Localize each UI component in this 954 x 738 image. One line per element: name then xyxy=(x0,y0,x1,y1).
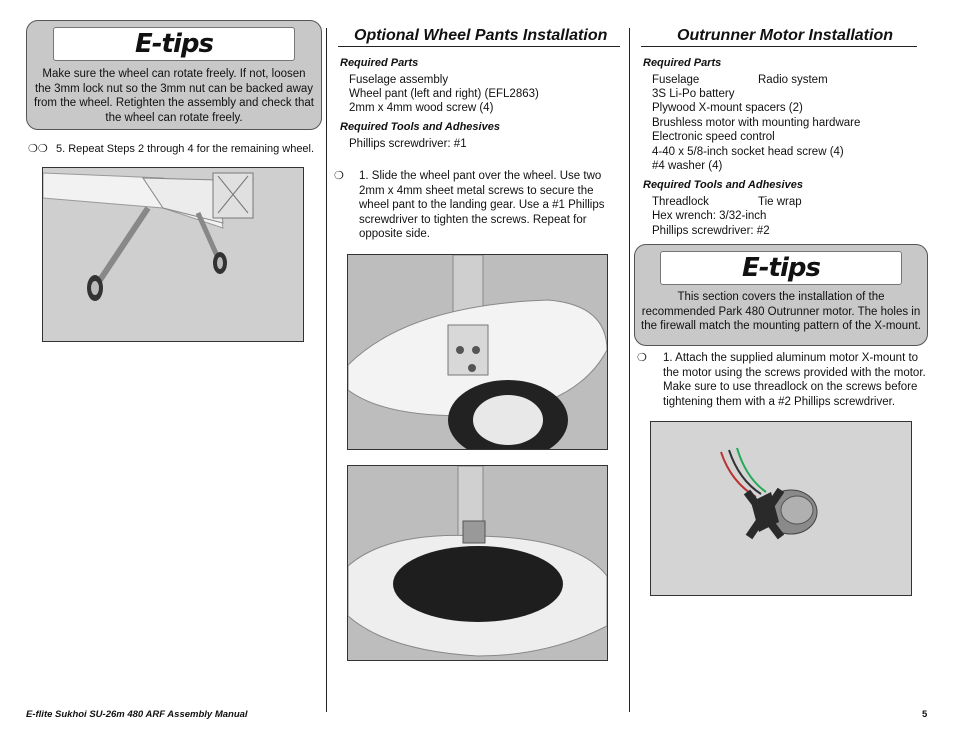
required-tools-label: Required Tools and Adhesives xyxy=(340,121,500,133)
part-item: #4 washer (4) xyxy=(652,160,723,172)
part-item: Wheel pant (left and right) (EFL2863) xyxy=(349,88,539,100)
part-item: Fuselage assembly xyxy=(349,74,449,86)
tool-item: Phillips screwdriver: #2 xyxy=(652,225,770,237)
etips-tip-text: This section covers the installation of the recommended Park 480 Outrunner motor. The holes in the firewall match the mounting pattern of the X-mount. xyxy=(641,291,921,332)
part-item: 2mm x 4mm wood screw (4) xyxy=(349,102,494,114)
required-parts-label: Required Parts xyxy=(340,57,419,69)
landing-gear-illustration xyxy=(43,168,303,341)
page-number: 5 xyxy=(922,709,928,720)
step-1-text: 1. Attach the supplied aluminum motor X-mount to the motor using the screws provided with the motor. Make sure to use threadlock on the screws before tightening them with a #2 Phillips screwdriver. xyxy=(663,352,926,408)
motor-illustration xyxy=(651,422,911,595)
etips-logo xyxy=(660,251,902,285)
etips-tip-text: Make sure the wheel can rotate freely. If not, loosen the 3mm lock nut so the 3mm nut can be backed away from the wheel. Retighten the assembly and check that the wheel can rotate freely. xyxy=(34,68,314,124)
column-divider-left xyxy=(326,28,327,712)
motor-photo xyxy=(650,421,912,596)
step-checkbox[interactable]: ❍ xyxy=(637,352,647,364)
outrunner-motor-heading: Outrunner Motor Installation xyxy=(641,26,917,47)
part-item: Fuselage xyxy=(652,74,700,86)
step-checkboxes[interactable]: ❍❍ xyxy=(28,143,48,155)
wheel-pant-side-photo xyxy=(347,254,608,450)
wheel-pant-bottom-illustration xyxy=(348,466,607,660)
required-parts-label: Required Parts xyxy=(643,57,722,69)
wheel-pant-side-illustration xyxy=(348,255,607,449)
part-item: 3S Li-Po battery xyxy=(652,88,735,100)
required-tools-label: Required Tools and Adhesives xyxy=(643,179,803,191)
etips-logo xyxy=(53,27,295,61)
step-checkbox[interactable]: ❍ xyxy=(334,170,344,182)
etips-logo-text: E-tips xyxy=(135,29,213,59)
tool-item: Hex wrench: 3/32-inch xyxy=(652,210,767,222)
column-divider-right xyxy=(629,28,630,712)
etips-tip-box xyxy=(26,20,322,130)
manual-title: E-flite Sukhoi SU-26m 480 ARF Assembly Manual xyxy=(26,709,248,720)
step-1-text: 1. Slide the wheel pant over the wheel. Use two 2mm x 4mm sheet metal screws to secure the wheel pant to the landing gear. Use a #1 Phillips screwdriver to tighten the screws. Repeat for opposite side. xyxy=(359,170,605,240)
wheel-pants-heading: Optional Wheel Pants Installation xyxy=(338,26,620,47)
tool-item: Tie wrap xyxy=(758,196,802,208)
etips-logo-text: E-tips xyxy=(742,253,820,283)
tool-item: Phillips screwdriver: #1 xyxy=(349,138,467,150)
part-item: Electronic speed control xyxy=(652,131,775,143)
wheel-pant-bottom-photo xyxy=(347,465,608,661)
part-item: Radio system xyxy=(758,74,828,86)
step-5-text: 5. Repeat Steps 2 through 4 for the remaining wheel. xyxy=(56,143,315,155)
part-item: Plywood X-mount spacers (2) xyxy=(652,102,803,114)
part-item: Brushless motor with mounting hardware xyxy=(652,117,861,129)
landing-gear-photo xyxy=(42,167,304,342)
tool-item: Threadlock xyxy=(652,196,709,208)
etips-tip-box xyxy=(634,244,928,346)
part-item: 4-40 x 5/8-inch socket head screw (4) xyxy=(652,146,844,158)
